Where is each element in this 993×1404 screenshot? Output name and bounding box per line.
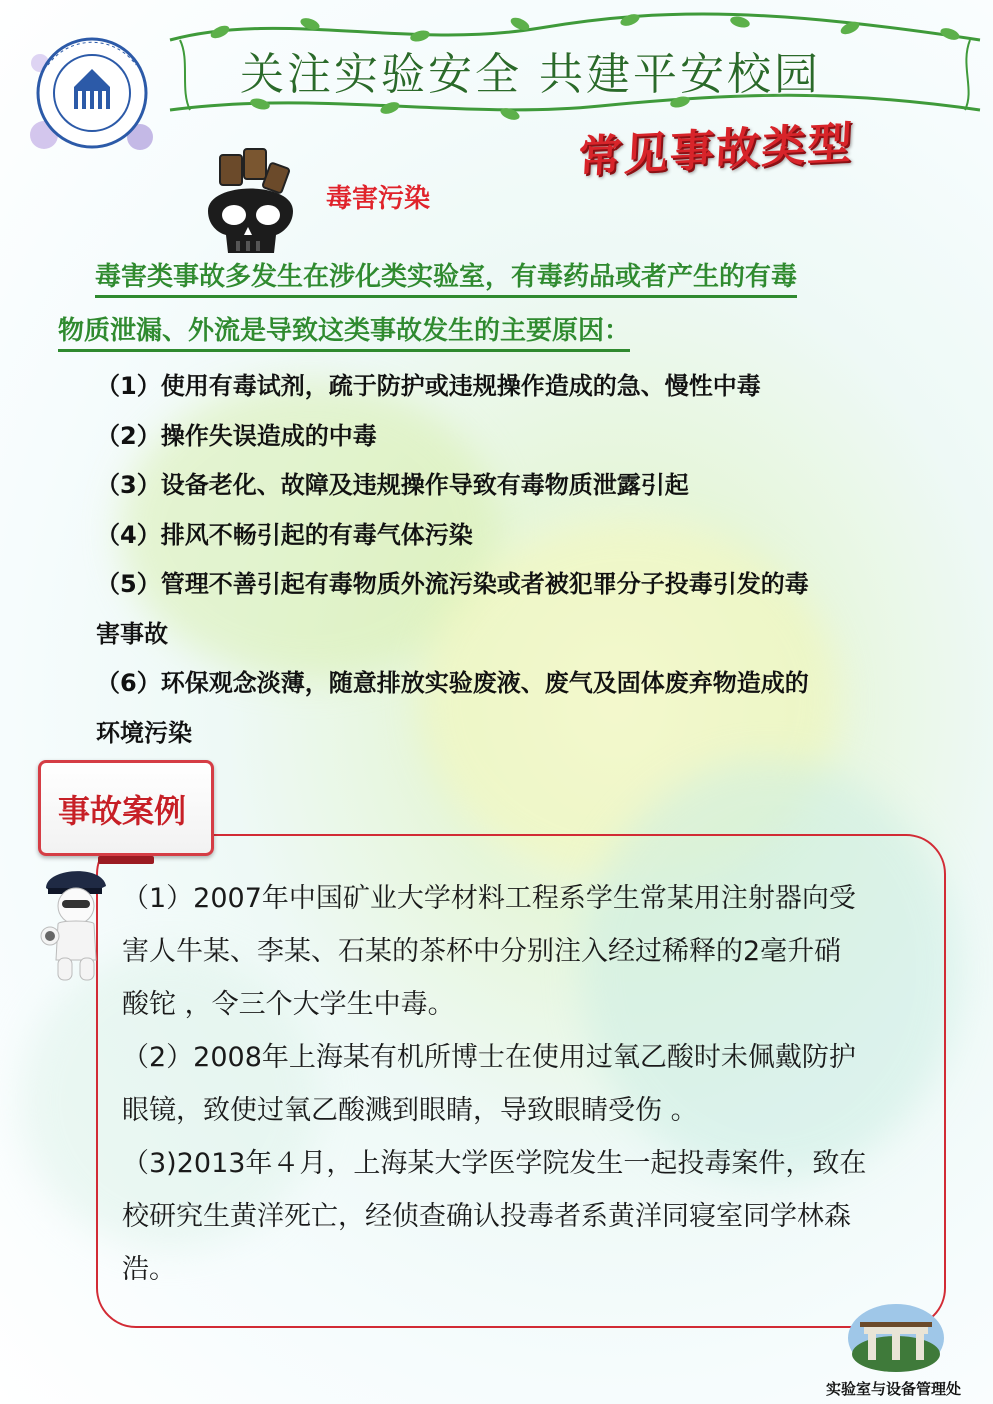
case-text-line: （3)2013年４月，上海某大学医学院发生一起投毒案件，致在 xyxy=(122,1148,867,1179)
category-title: 毒害污染 xyxy=(326,184,431,214)
university-logo-icon xyxy=(22,25,162,165)
case-text-line: 眼镜，致使过氧乙酸溅到眼睛，导致眼睛受伤 。 xyxy=(122,1095,698,1126)
campus-gate-icon xyxy=(846,1302,946,1374)
footer-label: 实验室与设备管理处 xyxy=(826,1380,962,1398)
cause-item: 害事故 xyxy=(96,620,168,648)
cause-item: 环境污染 xyxy=(96,719,192,747)
cause-item: （4）排风不畅引起的有毒气体污染 xyxy=(96,521,473,549)
case-text-line: （1）2007年中国矿业大学材料工程系学生常某用注射器向受 xyxy=(122,883,856,914)
intro-line: 毒害类事故多发生在涉化类实验室，有毒药品或者产生的有毒 xyxy=(95,256,797,298)
case-label: 事故案例 xyxy=(58,792,187,830)
cause-item: （6）环保观念淡薄，随意排放实验废液、废气及固体废弃物造成的 xyxy=(96,669,809,697)
skull-oil-barrel-icon xyxy=(198,145,303,260)
case-text-line: 酸铊 ，令三个大学生中毒。 xyxy=(122,989,455,1020)
case-text-line: 害人牛某、李某、石某的茶杯中分别注入经过稀释的2毫升硝 xyxy=(122,936,842,967)
section-title: 常见事故类型 xyxy=(576,117,855,184)
case-text-line: （2）2008年上海某有机所博士在使用过氧乙酸时未佩戴防护 xyxy=(122,1042,856,1073)
case-text-line: 校研究生黄洋死亡，经侦查确认投毒者系黄洋同寝室同学林森 xyxy=(122,1201,851,1232)
header-title: 关注实验安全 共建平安校园 xyxy=(240,49,821,100)
case-text-line: 浩。 xyxy=(122,1254,176,1285)
intro-line: 物质泄漏、外流是导致这类事故发生的主要原因： xyxy=(58,310,630,352)
cause-item: （1）使用有毒试剂，疏于防护或违规操作造成的急、慢性中毒 xyxy=(96,372,761,400)
cause-item: （3）设备老化、故障及违规操作导致有毒物质泄露引起 xyxy=(96,471,689,499)
cause-item: （5）管理不善引起有毒物质外流污染或者被犯罪分子投毒引发的毒 xyxy=(96,570,809,598)
cause-item: （2）操作失误造成的中毒 xyxy=(96,422,377,450)
police-figure-icon xyxy=(32,860,122,985)
